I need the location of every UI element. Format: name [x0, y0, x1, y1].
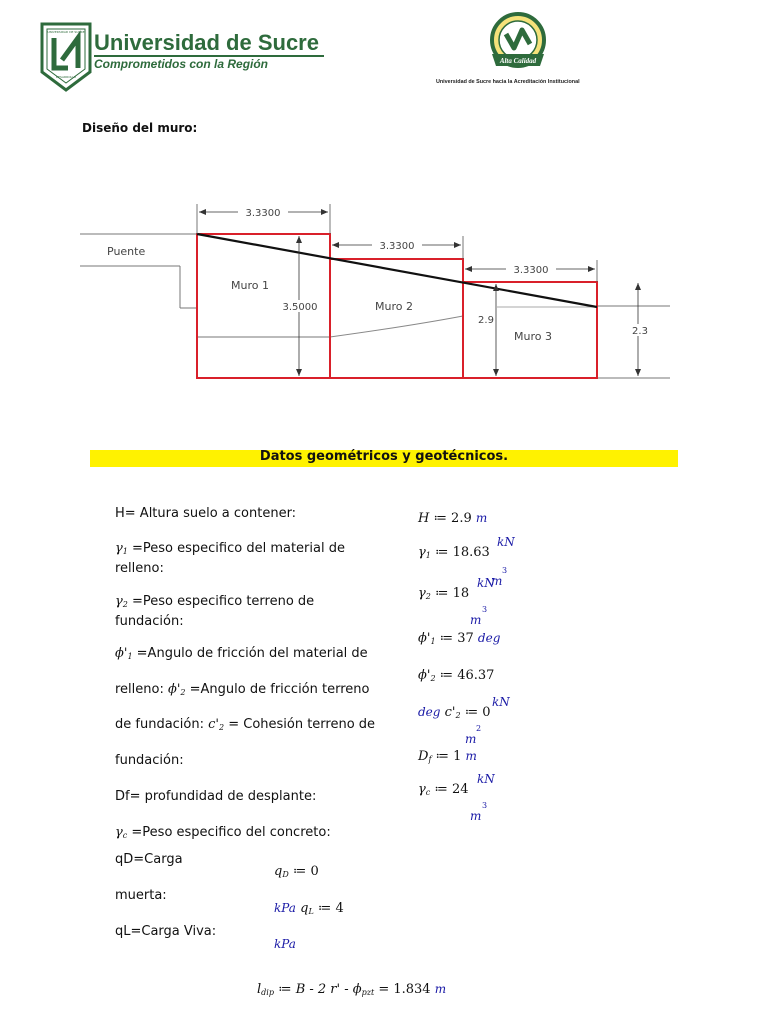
math-qd-sub: D: [282, 870, 289, 879]
section-heading: Diseño del muro:: [82, 121, 198, 135]
desc-height: H= Altura suelo a contener:: [115, 506, 297, 521]
math-df-sub: f: [428, 755, 432, 764]
dim-height-2: 2.9: [478, 315, 494, 326]
seal-text-bottom: DESARROLLO: [55, 75, 77, 79]
desc-gamma-c-sub: c: [122, 831, 128, 840]
math-height-value: ≔ 2.9: [433, 511, 472, 526]
math-qd-symbol: q: [274, 864, 283, 879]
math-phi2: [418, 668, 494, 683]
dim-height-3: 2.3: [632, 326, 648, 337]
math-ql: [274, 901, 344, 916]
desc-gamma2-sub: 2: [122, 600, 128, 609]
math-gamma1: [418, 545, 490, 560]
dim-width-1: 3.3300: [245, 208, 281, 219]
math-phi2-symbol: ϕ': [418, 668, 431, 683]
math-c2-unit-exp: 2: [476, 724, 482, 733]
math-gamma-c-unit-den: m: [470, 809, 482, 823]
math-gamma2: [418, 586, 469, 601]
math-df-symbol: D: [418, 749, 429, 764]
university-name: Universidad de Sucre: [94, 30, 319, 55]
math-df-value: ≔ 1: [435, 749, 462, 764]
desc-gamma-c-text: =Peso especifico del concreto:: [127, 825, 331, 840]
desc-phi2-text: =Angulo de fricción terreno: [185, 682, 370, 697]
desc-phi2-symbol: ϕ': [167, 682, 181, 697]
math-gamma1-value: ≔ 18.63: [435, 545, 490, 560]
desc-c2-sub: 2: [218, 723, 225, 732]
desc-c2-symbol: c': [208, 717, 219, 732]
math-height-unit: m: [475, 511, 488, 525]
desc-gamma1: [115, 540, 385, 577]
math-gamma1-symbol: γ: [418, 545, 426, 560]
math-gamma-c-value: ≔ 24: [434, 782, 469, 797]
math-qd: [274, 864, 319, 879]
math-gamma-c-symbol: γ: [418, 782, 426, 797]
desc-gamma1-symbol: γ: [115, 541, 123, 556]
math-phi1-value: ≔ 37: [439, 631, 474, 646]
math-ql-unit: kPa: [274, 937, 296, 951]
desc-c2-text: = Cohesión terreno de: [224, 717, 376, 732]
desc-gamma-c: [115, 824, 331, 844]
math-gamma-c: [418, 782, 469, 797]
math-height-symbol: H: [418, 511, 430, 526]
desc-de-fundacion-text: de fundación:: [115, 717, 209, 732]
dim-width-2: 3.3300: [379, 241, 415, 252]
university-seal-icon: [38, 20, 94, 92]
seal-text-top: UNIVERSIDAD DE SUCRE: [47, 30, 85, 34]
accreditation-caption: Universidad de Sucre hacia la Acreditación Institucional: [436, 79, 580, 85]
math-phi2-sub: 2: [430, 674, 436, 683]
desc-relleno-text: relleno:: [115, 682, 168, 697]
desc-phi1-sub: 1: [127, 652, 133, 661]
desc-gamma2-symbol: γ: [115, 594, 123, 609]
math-gamma1-unit-num: kN: [497, 535, 515, 549]
math-c2-value: ≔ 0: [464, 705, 491, 720]
math-ql-sub: L: [308, 907, 314, 916]
math-ldip-expression: ≔ B - 2 r' - ϕ: [278, 982, 362, 997]
math-phi1-symbol: ϕ': [418, 631, 431, 646]
math-height: [418, 511, 487, 526]
math-gamma2-unit-den: m: [470, 613, 482, 627]
section-banner-title: Datos geométricos y geotécnicos.: [259, 449, 509, 464]
math-gamma2-value: ≔ 18: [435, 586, 470, 601]
wall-1-label: Muro 1: [231, 279, 269, 292]
math-ldip: [257, 982, 446, 997]
math-gamma1-unit-den: m: [491, 574, 503, 588]
math-ldip-expression-sub: pzt: [361, 988, 375, 997]
accreditation-badge-text: Alta Calidad: [499, 57, 537, 65]
accreditation-seal-icon: [486, 10, 550, 74]
math-gamma2-sub: 2: [425, 592, 431, 601]
math-gamma-c-unit-exp: 3: [482, 801, 488, 810]
wall-3-label: Muro 3: [514, 330, 552, 343]
math-qd-value: ≔ 0: [292, 864, 319, 879]
math-c2-sub: 2: [455, 711, 461, 720]
math-ldip-result: = 1.834: [378, 982, 431, 997]
math-phi2-unit: deg: [418, 705, 441, 719]
desc-gamma2: [115, 593, 365, 630]
math-ql-value: ≔ 4: [317, 901, 344, 916]
desc-gamma-c-symbol: γ: [115, 825, 123, 840]
desc-phi2: [115, 681, 369, 701]
math-gamma2-unit-exp: 3: [482, 605, 488, 614]
wall-2-label: Muro 2: [375, 300, 413, 313]
desc-gamma1-text: =Peso especifico del material de relleno:: [115, 541, 345, 576]
desc-qd-line1: qD=Carga: [115, 852, 183, 867]
math-gamma1-sub: 1: [425, 551, 431, 560]
math-phi2-value: ≔ 46.37: [439, 668, 495, 683]
math-ql-unit-row: [274, 937, 296, 952]
math-c2-unit-num: kN: [492, 695, 510, 709]
desc-fundacion: fundación:: [115, 753, 184, 768]
math-c2-symbol: c': [444, 705, 456, 720]
math-gamma-c-unit-num: kN: [477, 772, 495, 786]
math-ldip-symbol: l: [257, 982, 262, 997]
desc-gamma1-sub: 1: [122, 547, 128, 556]
desc-df: Df= profundidad de desplante:: [115, 789, 317, 804]
bridge-label: Puente: [107, 245, 146, 258]
math-phi1-sub: 1: [430, 637, 436, 646]
math-df: [418, 749, 477, 764]
math-gamma2-symbol: γ: [418, 586, 426, 601]
university-motto: Comprometidos con la Región: [94, 57, 269, 71]
math-c2-unit-den: m: [465, 732, 477, 746]
desc-phi1: [115, 645, 368, 665]
math-df-unit: m: [465, 749, 477, 763]
math-phi1-unit: deg: [477, 631, 501, 645]
desc-qd-line2: muerta:: [115, 888, 167, 903]
math-ldip-unit: m: [434, 982, 447, 996]
math-ql-symbol: q: [300, 901, 309, 916]
dim-height-1: 3.5000: [282, 302, 318, 313]
desc-c2: [115, 716, 375, 736]
math-c2: [418, 705, 491, 720]
math-gamma-c-sub: c: [425, 788, 431, 797]
accreditation-badge: [486, 10, 550, 78]
math-ldip-sub: dip: [261, 988, 274, 997]
wall-design-drawing: [80, 196, 680, 392]
desc-gamma2-text: =Peso especifico terreno de fundación:: [115, 594, 315, 629]
desc-ql: qL=Carga Viva:: [115, 924, 217, 939]
dim-width-3: 3.3300: [513, 265, 549, 276]
math-gamma1-unit-exp: 3: [502, 566, 508, 575]
desc-phi1-text: =Angulo de fricción del material de: [132, 646, 368, 661]
math-gamma2-unit-num: kN: [477, 576, 495, 590]
desc-phi1-symbol: ϕ': [115, 646, 128, 661]
desc-phi2-sub: 2: [180, 688, 186, 697]
math-phi1: [418, 631, 500, 646]
math-qd-unit: kPa: [274, 901, 296, 915]
wall-2-outline: [330, 259, 463, 378]
